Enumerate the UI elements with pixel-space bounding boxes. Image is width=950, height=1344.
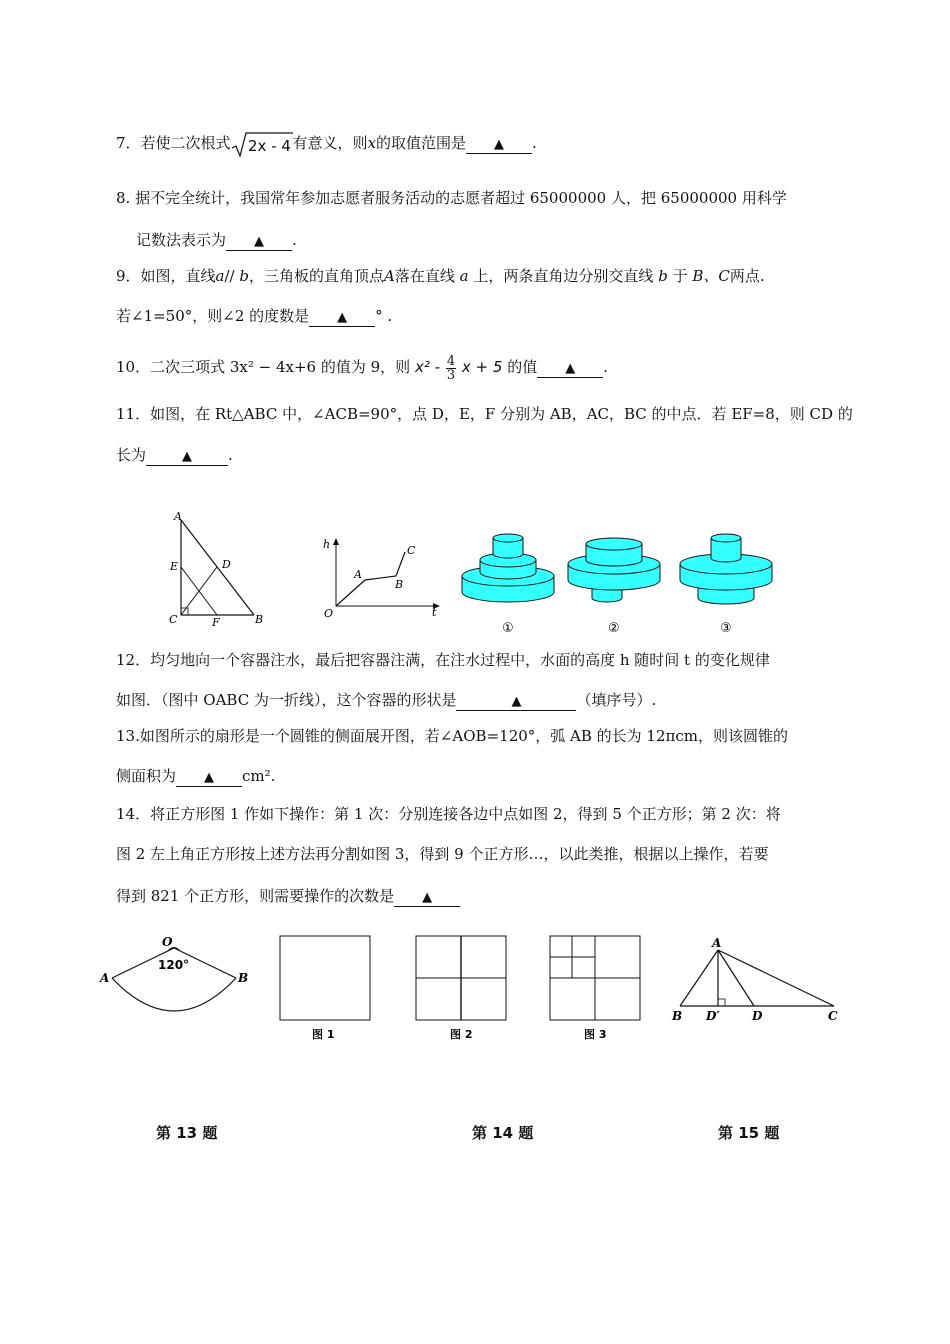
label-E: E (170, 560, 179, 573)
fraction-4-3 (446, 355, 456, 382)
q9-text-c: 落在直线 (394, 267, 455, 285)
frac-numerator: 4 (446, 353, 456, 369)
q9-var-b: b (239, 267, 249, 285)
square-fig1 (280, 936, 370, 1020)
question-14-line3 (116, 886, 460, 907)
q10-x2: x² - (414, 358, 441, 376)
answer-blank[interactable] (456, 692, 576, 711)
label-angle: 120° (158, 958, 190, 972)
label-C: C (169, 613, 178, 626)
question-12-line1: 12．均匀地向一个容器注水，最后把容器注满，在注水过程中，水面的高度 h 随时间 t 的变化规律 (116, 651, 770, 669)
q9-var-a: a (215, 267, 225, 285)
q9-prefix2: 若∠1=50°，则∠2 的度数是 (116, 307, 310, 325)
figure-q14-squares (276, 932, 646, 1044)
question-10 (116, 352, 608, 382)
q9-text-d: 上，两条直角边分别交直线 (473, 267, 654, 285)
q13-prefix: 侧面积为 (116, 767, 177, 785)
figure-containers (458, 528, 778, 638)
q9-text-a: 9．如图，直线 (116, 267, 216, 285)
answer-marker: ▲ (254, 234, 265, 249)
answer-blank[interactable] (537, 359, 603, 378)
answer-blank[interactable] (309, 308, 375, 327)
container-1 (462, 534, 554, 602)
label-A: A (712, 936, 722, 950)
q9-text-e: 于 (672, 267, 688, 285)
q13-unit: cm². (242, 767, 276, 785)
answer-blank[interactable] (176, 768, 242, 787)
question-13-line1: 13.如图所示的扇形是一个圆锥的侧面展开图，若∠AOB=120°，弧 AB 的长为 12πcm，则该圆锥的 (116, 727, 789, 745)
q11-prefix: 长为 (116, 446, 147, 464)
q9-var-a2: a (459, 267, 469, 285)
label-O: O (324, 607, 334, 620)
q7-prefix: 7．若使二次根式 (116, 134, 231, 152)
q9-suffix2: ° . (375, 307, 393, 325)
question-14-line1: 14．将正方形图 1 作如下操作：第 1 次：分别连接各边中点如图 2，得到 5 个正方形；第 2 次：将 (116, 805, 781, 823)
label-container-2: ② (608, 621, 620, 636)
caption-q14: 第 14 题 (472, 1124, 534, 1142)
label-D: D (752, 1009, 763, 1023)
label-B: B (238, 971, 249, 985)
label-container-3: ③ (720, 621, 732, 636)
figure-q12-graph (318, 536, 448, 620)
q12-suffix: （填序号）. (576, 691, 657, 709)
q10-suffix: 的值 (507, 358, 538, 376)
label-C: C (828, 1009, 838, 1023)
container-2 (568, 538, 660, 602)
answer-blank[interactable] (394, 888, 460, 907)
question-13-line2 (116, 766, 275, 787)
answer-marker: ▲ (494, 137, 505, 152)
question-9-line1 (116, 266, 765, 286)
label-B: B (255, 613, 264, 626)
label-Dprime: D′ (706, 1009, 720, 1023)
label-A: A (174, 510, 182, 523)
label-h: h (323, 538, 331, 551)
caption-q13: 第 13 题 (156, 1124, 218, 1142)
label-container-1: ① (502, 621, 514, 636)
question-8-line2 (136, 230, 297, 251)
q11-end: . (228, 446, 233, 464)
question-7 (116, 130, 537, 158)
answer-marker: ▲ (337, 310, 348, 325)
right-angle-mark (718, 999, 725, 1006)
label-B: B (395, 578, 404, 591)
figure-q11-triangle (164, 508, 274, 632)
label-t: t (432, 606, 437, 619)
label-B: B (672, 1009, 683, 1023)
q8-prefix: 记数法表示为 (136, 231, 227, 249)
square-fig2 (416, 936, 506, 1020)
question-11-line2 (116, 445, 233, 466)
q9-var-bc: B、C (692, 267, 730, 285)
q7-suffix-b: 的取值范围是 (376, 134, 467, 152)
frac-denominator: 3 (446, 367, 456, 383)
question-8-line1: 8. 据不完全统计，我国常年参加志愿者服务活动的志愿者超过 65000000 人，把 65000000 用科学 (116, 189, 787, 207)
figure-q15-triangle (666, 934, 846, 1026)
answer-blank[interactable] (146, 447, 228, 466)
caption-q15: 第 15 题 (718, 1124, 780, 1142)
label-fig1: 图 1 (312, 1028, 335, 1041)
q7-end: . (532, 134, 537, 152)
answer-marker: ▲ (204, 770, 215, 785)
label-O: O (162, 935, 173, 949)
q9-parallel: // (224, 267, 240, 285)
question-9-line2 (116, 306, 392, 327)
q9-var-A: A (384, 267, 395, 285)
side-ab (680, 950, 718, 1006)
q10-rest: x + 5 (461, 358, 503, 376)
question-11-line1: 11．如图，在 Rt△ABC 中，∠ACB=90°，点 D，E，F 分别为 AB，AC，BC 的中点．若 EF=8，则 CD 的 (116, 405, 853, 423)
label-C: C (407, 544, 416, 557)
container-3 (680, 534, 772, 604)
answer-marker: ▲ (511, 694, 522, 709)
question-14-line2: 图 2 左上角正方形按上述方法再分割如图 3，得到 9 个正方形…，以此类推，根据以上操作，若要 (116, 845, 769, 863)
label-F: F (212, 616, 220, 629)
answer-marker: ▲ (422, 890, 433, 905)
q9-text-b: ，三角板的直角顶点 (249, 267, 385, 285)
label-fig2: 图 2 (450, 1028, 473, 1041)
radical-expression (231, 130, 293, 158)
figure-q13-sector (96, 934, 256, 1014)
arc-ab (112, 978, 236, 1011)
label-fig3: 图 3 (584, 1028, 607, 1041)
q14-prefix: 得到 821 个正方形，则需要操作的次数是 (116, 887, 395, 905)
radicand: 2x - 4 (247, 137, 291, 155)
label-D: D (222, 558, 231, 571)
q10-end: . (603, 358, 608, 376)
question-12-line2 (116, 690, 656, 711)
answer-marker: ▲ (182, 449, 193, 464)
label-A: A (100, 971, 110, 985)
square-fig3 (550, 936, 640, 1020)
answer-marker: ▲ (565, 361, 576, 376)
q10-prefix: 10．二次三项式 3x² − 4x+6 的值为 9，则 (116, 358, 411, 376)
q7-suffix-a: 有意义，则 (292, 134, 368, 152)
arrow-h (333, 538, 339, 545)
q9-text-f: 两点. (729, 267, 765, 285)
q9-var-b2: b (658, 267, 668, 285)
answer-blank[interactable] (466, 135, 532, 154)
q7-var: x (367, 134, 377, 152)
answer-blank[interactable] (226, 232, 292, 251)
q8-end: . (292, 231, 297, 249)
q12-prefix: 如图．（图中 OABC 为一折线），这个容器的形状是 (116, 691, 457, 709)
label-A: A (354, 568, 362, 581)
